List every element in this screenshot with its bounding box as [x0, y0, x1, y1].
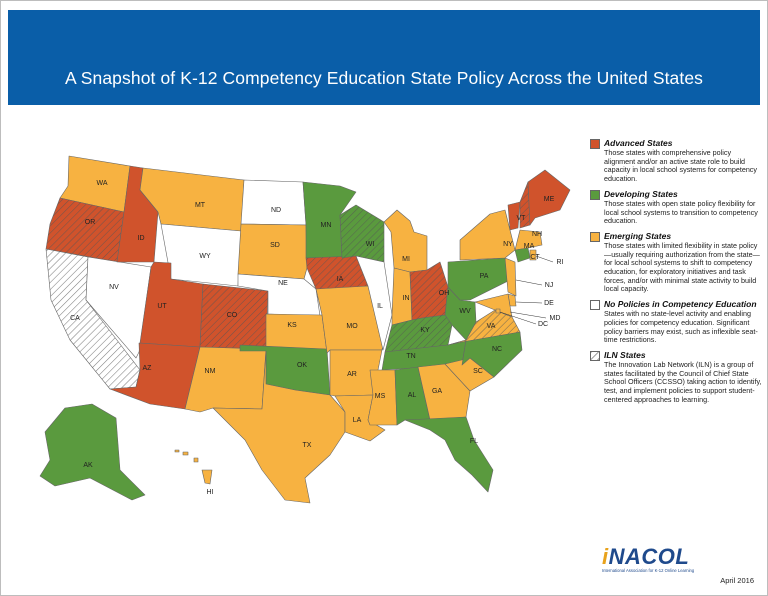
state-label-nv: NV — [109, 283, 119, 291]
state-label-mi: MI — [402, 255, 410, 263]
state-label-ny: NY — [503, 240, 513, 248]
state-label-az: AZ — [142, 364, 152, 372]
state-label-va: VA — [486, 322, 496, 330]
state-label-ga: GA — [431, 387, 443, 395]
state-label-co: CO — [226, 311, 238, 319]
state-label-tx: TX — [302, 441, 312, 449]
state-label-nc: NC — [491, 345, 503, 353]
legend-description: States with no state-level activity and enabling policies for competency education. Significant policy barriers may exist, such as inflexible seat-time restrictions. — [604, 309, 758, 345]
state-label-mo: MO — [346, 322, 358, 330]
state-label-wy: WY — [199, 252, 211, 260]
state-label-mn: MN — [320, 221, 332, 229]
state-label-me: ME — [543, 195, 555, 203]
legend — [590, 138, 762, 409]
state-label-al: AL — [407, 391, 417, 399]
state-hi — [183, 452, 188, 455]
state-nj — [505, 258, 516, 296]
developing-swatch — [590, 190, 600, 200]
state-label-in: IN — [402, 294, 410, 302]
state-label-dc: DC — [537, 320, 549, 328]
state-label-oh: OH — [438, 289, 450, 297]
state-label-hi: HI — [206, 488, 214, 496]
state-label-ks: KS — [287, 321, 297, 329]
none-swatch — [590, 300, 600, 310]
legend-item-none — [590, 299, 762, 345]
legend-item-iln — [590, 350, 762, 405]
state-label-md: MD — [549, 314, 561, 322]
state-ct — [515, 248, 530, 262]
advanced-swatch — [590, 139, 600, 149]
state-nd — [241, 180, 306, 225]
state-label-ak: AK — [83, 461, 93, 469]
state-label-nm: NM — [204, 367, 216, 375]
state-label-ok: OK — [296, 361, 308, 369]
state-label-ma: MA — [523, 242, 535, 250]
state-hi — [175, 450, 179, 452]
legend-item-emerging — [590, 231, 762, 294]
state-label-ca: CA — [70, 314, 80, 322]
state-label-or: OR — [84, 218, 96, 226]
legend-title: ILN States — [604, 349, 646, 360]
state-label-ms: MS — [374, 392, 386, 400]
state-ak — [40, 404, 145, 500]
leader-line-de — [516, 302, 542, 303]
state-label-sd: SD — [270, 241, 280, 249]
state-label-ne: NE — [278, 279, 288, 287]
state-label-ia: IA — [336, 275, 344, 283]
leader-line-nj — [516, 280, 542, 285]
legend-title: Emerging States — [604, 230, 672, 241]
state-label-nj: NJ — [544, 281, 554, 289]
legend-item-advanced — [590, 138, 762, 184]
state-label-vt: VT — [516, 214, 526, 222]
iln-swatch — [590, 351, 600, 361]
logo-tagline: International Association for K-12 Online Learning — [602, 568, 695, 573]
state-dc — [496, 309, 500, 313]
state-label-mt: MT — [194, 201, 206, 209]
state-label-il: IL — [377, 302, 383, 310]
legend-description: Those states with comprehensive policy alignment and/or an active state role to build capacity in local school systems for competency education. — [604, 148, 757, 184]
state-label-wa: WA — [96, 179, 108, 187]
state-wi-iln-hatch — [340, 205, 384, 262]
state-ny — [460, 210, 515, 260]
legend-description: Those states with open state policy flexibility for local school systems to transition to competency education. — [604, 198, 758, 226]
legend-item-developing — [590, 189, 762, 226]
state-label-nd: ND — [270, 206, 282, 214]
state-label-ar: AR — [347, 370, 357, 378]
state-label-sc: SC — [473, 367, 483, 375]
state-hi — [202, 470, 212, 484]
state-hi — [194, 458, 198, 462]
state-sd — [238, 224, 307, 279]
state-label-tn: TN — [406, 352, 416, 360]
state-label-ri: RI — [556, 258, 564, 266]
state-label-nh: NH — [531, 230, 543, 238]
legend-description: Those states with limited flexibility in state policy—usually requiring authorization from the state—for local school systems to shift to competency education, for exploratory initiatives and task forces, and/or with minimal state activity to build local capacity. — [604, 240, 760, 294]
state-label-de: DE — [544, 299, 554, 307]
logo-wordmark: iNACOL — [602, 544, 690, 569]
page-title: A Snapshot of K-12 Competency Education State Policy Across the United States — [64, 68, 704, 88]
inacol-logo — [602, 546, 702, 573]
legend-description: The Innovation Lab Network (ILN) is a group of states facilitated by the Council of Chief State School Officers (CCSSO) taking action to identify, test, and implement policies to support student-centered approaches to learning. — [604, 359, 762, 404]
state-label-id: ID — [137, 234, 145, 242]
emerging-swatch — [590, 232, 600, 242]
state-label-ut: UT — [157, 302, 167, 310]
legend-title: Advanced States — [604, 138, 673, 148]
state-fl — [405, 417, 493, 492]
state-label-wi: WI — [365, 240, 375, 248]
state-label-la: LA — [352, 416, 362, 424]
legend-title: Developing States — [604, 188, 678, 199]
state-label-pa: PA — [479, 272, 489, 280]
state-label-ky: KY — [420, 326, 430, 334]
state-label-wv: WV — [459, 307, 471, 315]
date-label: April 2016 — [720, 576, 754, 585]
state-label-ct: CT — [530, 253, 540, 261]
state-label-fl: FL — [469, 437, 479, 445]
legend-title: No Policies in Competency Education — [604, 299, 757, 310]
